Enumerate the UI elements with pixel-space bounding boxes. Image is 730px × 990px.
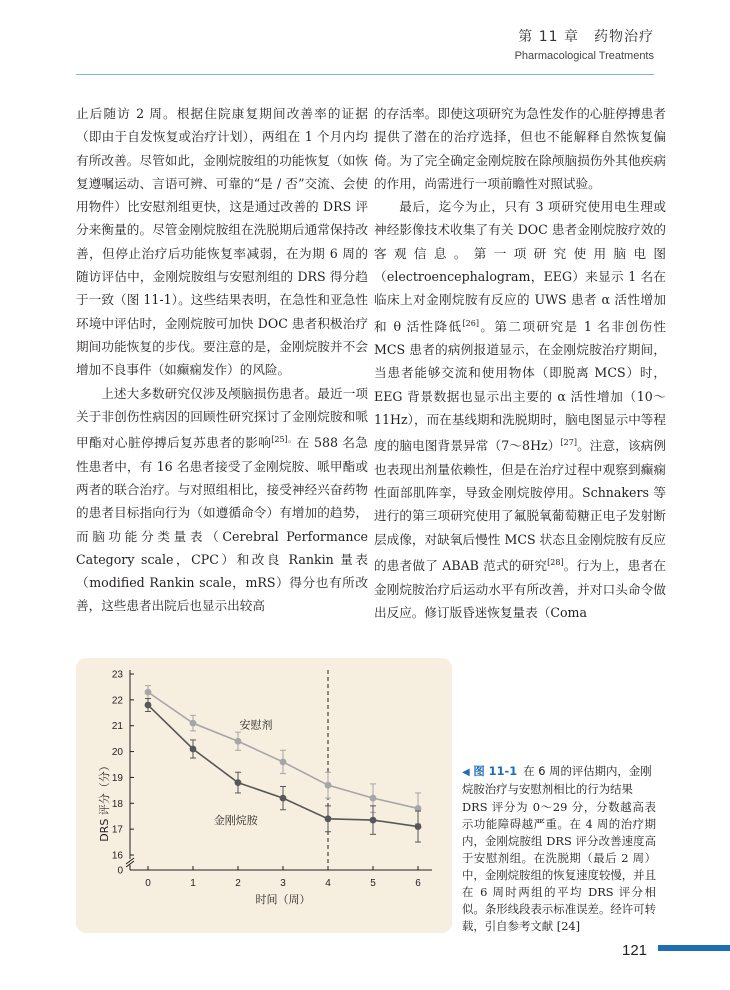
citation-26: [26] (462, 318, 479, 328)
data-point (325, 782, 332, 789)
data-point (280, 759, 287, 766)
figure-title: 在 6 周的评估期内，金刚烷胺治疗与安慰剂相比的行为结果 (462, 764, 652, 796)
caption-body: DRS 评分为 0～29 分，分数越高表示功能障碍越严重。在 4 周的治疗期内，金刚烷胺组 DRS 评分改善速度高于安慰剂组。在洗脱期（最后 2 周）中，金刚烷胺组的恢复速度较慢，并且在 6 周时两组的平均 DRS 评分相似。条形线段表示标准误差。经许可转载，引自参考文献 [24] (462, 800, 656, 933)
series-label-amantadine: 金刚烷胺 (213, 813, 258, 827)
data-point (235, 779, 242, 786)
data-point (235, 738, 242, 745)
drs-line-chart (76, 658, 452, 933)
page-number: 121 (622, 942, 648, 959)
header-divider (76, 74, 654, 75)
right-p2-text-b: 。第二项研究是 1 名非创伤性 MCS 患者的病例报道显示，在金刚烷胺治疗期间，当患者能够交流和使用物体（即脱离 MCS）时，EEG 背景数据也显示出主要的 α 活性增加（10～11Hz），而在基线期和洗脱期时，脑电图显示中等程度的脑电图背景异常（7～8Hz） (374, 318, 666, 454)
y-tick-label: 17 (111, 824, 123, 836)
left-paragraph-1 (76, 102, 368, 382)
running-header (515, 26, 654, 62)
right-paragraph-2 (374, 195, 666, 624)
left-p2-text-b: 在 588 名急性患者中，有 16 名患者接受了金刚烷胺、哌甲酯或两者的联合治疗。与对照组相比，接受神经兴奋药物的患者目标指向行为（如遵循命令）有增加的趋势，而脑功能分类量表（Cerebral Performance Category scale，CPC）和改良 Rankin 量表（modified Rankin scale，mRS）得分也有所改善，这些患者出院后也显示出较高 (76, 435, 369, 614)
x-tick-label: 4 (325, 878, 331, 889)
left-p2-text-a: 上述大多数研究仅涉及颅脑损伤患者。最近一项关于非创伤性病因的回顾性研究探讨了金刚烷胺和哌甲酯对心脏停搏后复苏患者的影响 (76, 385, 368, 451)
chart-axes (112, 670, 432, 890)
caption-title (462, 763, 656, 798)
data-point (190, 720, 197, 727)
data-point (145, 689, 152, 696)
series-label-placebo: 安慰剂 (239, 718, 273, 732)
x-tick-label: 5 (370, 878, 376, 889)
citation-28: [28] (547, 558, 564, 568)
data-point (280, 795, 287, 802)
x-tick-label: 0 (145, 878, 151, 889)
caption-marker-icon: ◀ (462, 767, 470, 778)
x-tick-label: 2 (235, 878, 241, 889)
x-tick-label: 1 (190, 878, 196, 889)
data-point (415, 823, 422, 830)
left-p1-text: 止后随访 2 周。根据住院康复期间改善率的证据（即由于自发恢复或治疗计划），两组在 1 个月内均有所改善。尽管如此，金刚烷胺组的功能恢复（如恢复遵嘱运动、言语可辨、可靠的“是 / 否”交流、会使用物件）比安慰剂组更快，这是通过改善的 DRS 评分来衡量的。尽管金刚烷胺组在洗脱期后通常保持改善，但停止治疗后功能恢复率减弱，在为期 6 周的随访评估中，金刚烷胺组与安慰剂组的 DRS 得分趋于一致（图 11-1）。这些结果表明，在急性和亚急性环境中评估时，金刚烷胺可加快 DOC 患者积极治疗期间功能恢复的步伐。要注意的是，金刚烷胺并不会增加不良事件（如癫痫发作）的风险。 (76, 106, 368, 378)
left-column (76, 102, 368, 618)
y-tick-label: 16 (111, 850, 123, 862)
citation-27: [27] (560, 438, 577, 448)
data-point (370, 817, 377, 824)
chapter-title: 第 11 章 药物治疗 (518, 29, 654, 45)
right-paragraph-1: 的存活率。即使这项研究为急性发作的心脏停搏患者提供了潜在的治疗选择，但也不能解释自然恢复偏倚。为了完全确定金刚烷胺在除颅脑损伤外其他疾病的作用，尚需进行一项前瞻性对照试验。 (374, 106, 666, 191)
x-tick-label: 3 (280, 878, 286, 889)
data-point (370, 795, 377, 802)
figure-number: 图 11-1 (473, 764, 518, 778)
chapter-subtitle: Pharmacological Treatments (514, 50, 654, 62)
left-paragraph-2 (76, 382, 368, 618)
x-tick-label: 6 (415, 878, 421, 889)
right-p2-text-a: 最后，迄今为止，只有 3 项研究使用电生理或神经影像技术收集了有关 DOC 患者金刚烷胺疗效的客观信息。第一项研究使用脑电图（electroencephalogram，EEG）来显示 1 名在临床上对金刚烷胺有反应的 UWS 患者 α 活性增加和 θ 活性降低 (374, 199, 666, 334)
data-point (145, 702, 152, 709)
y-tick-label: 21 (111, 721, 123, 733)
right-column (374, 102, 666, 624)
page-accent-bar (658, 945, 730, 951)
y-tick-label: 23 (111, 669, 123, 681)
citation-25: [25]。 (271, 435, 297, 445)
right-p2-text-d: 。行为上，患者在金刚烷胺治疗后运动水平有所改善，并对口头命令做出反应。修订版昏迷恢复量表（Coma (374, 558, 666, 620)
y-tick-label: 19 (111, 772, 123, 784)
data-point (190, 746, 197, 753)
y-axis-title: DRS 评分（分） (98, 760, 111, 842)
y-tick-label: 20 (111, 747, 123, 759)
data-point (325, 815, 332, 822)
figure-11-1-panel (76, 658, 452, 933)
y-tick-label: 18 (111, 798, 123, 810)
y-tick-label: 0 (117, 865, 123, 877)
chart-plot-area (145, 670, 422, 870)
x-axis-title: 时间（周） (255, 893, 311, 906)
figure-caption (462, 763, 656, 935)
y-tick-label: 22 (111, 695, 123, 707)
right-p2-text-c: 。注意，该病例也表现出剂量依赖性，但是在治疗过程中观察到癫痫性面部肌阵挛，导致金刚烷胺停用。Schnakers 等进行的第三项研究使用了氟脱氧葡萄糖正电子发射断层成像，对缺氧后慢性 MCS 状态且金刚烷胺有反应的患者做了 ABAB 范式的研究 (374, 438, 666, 574)
